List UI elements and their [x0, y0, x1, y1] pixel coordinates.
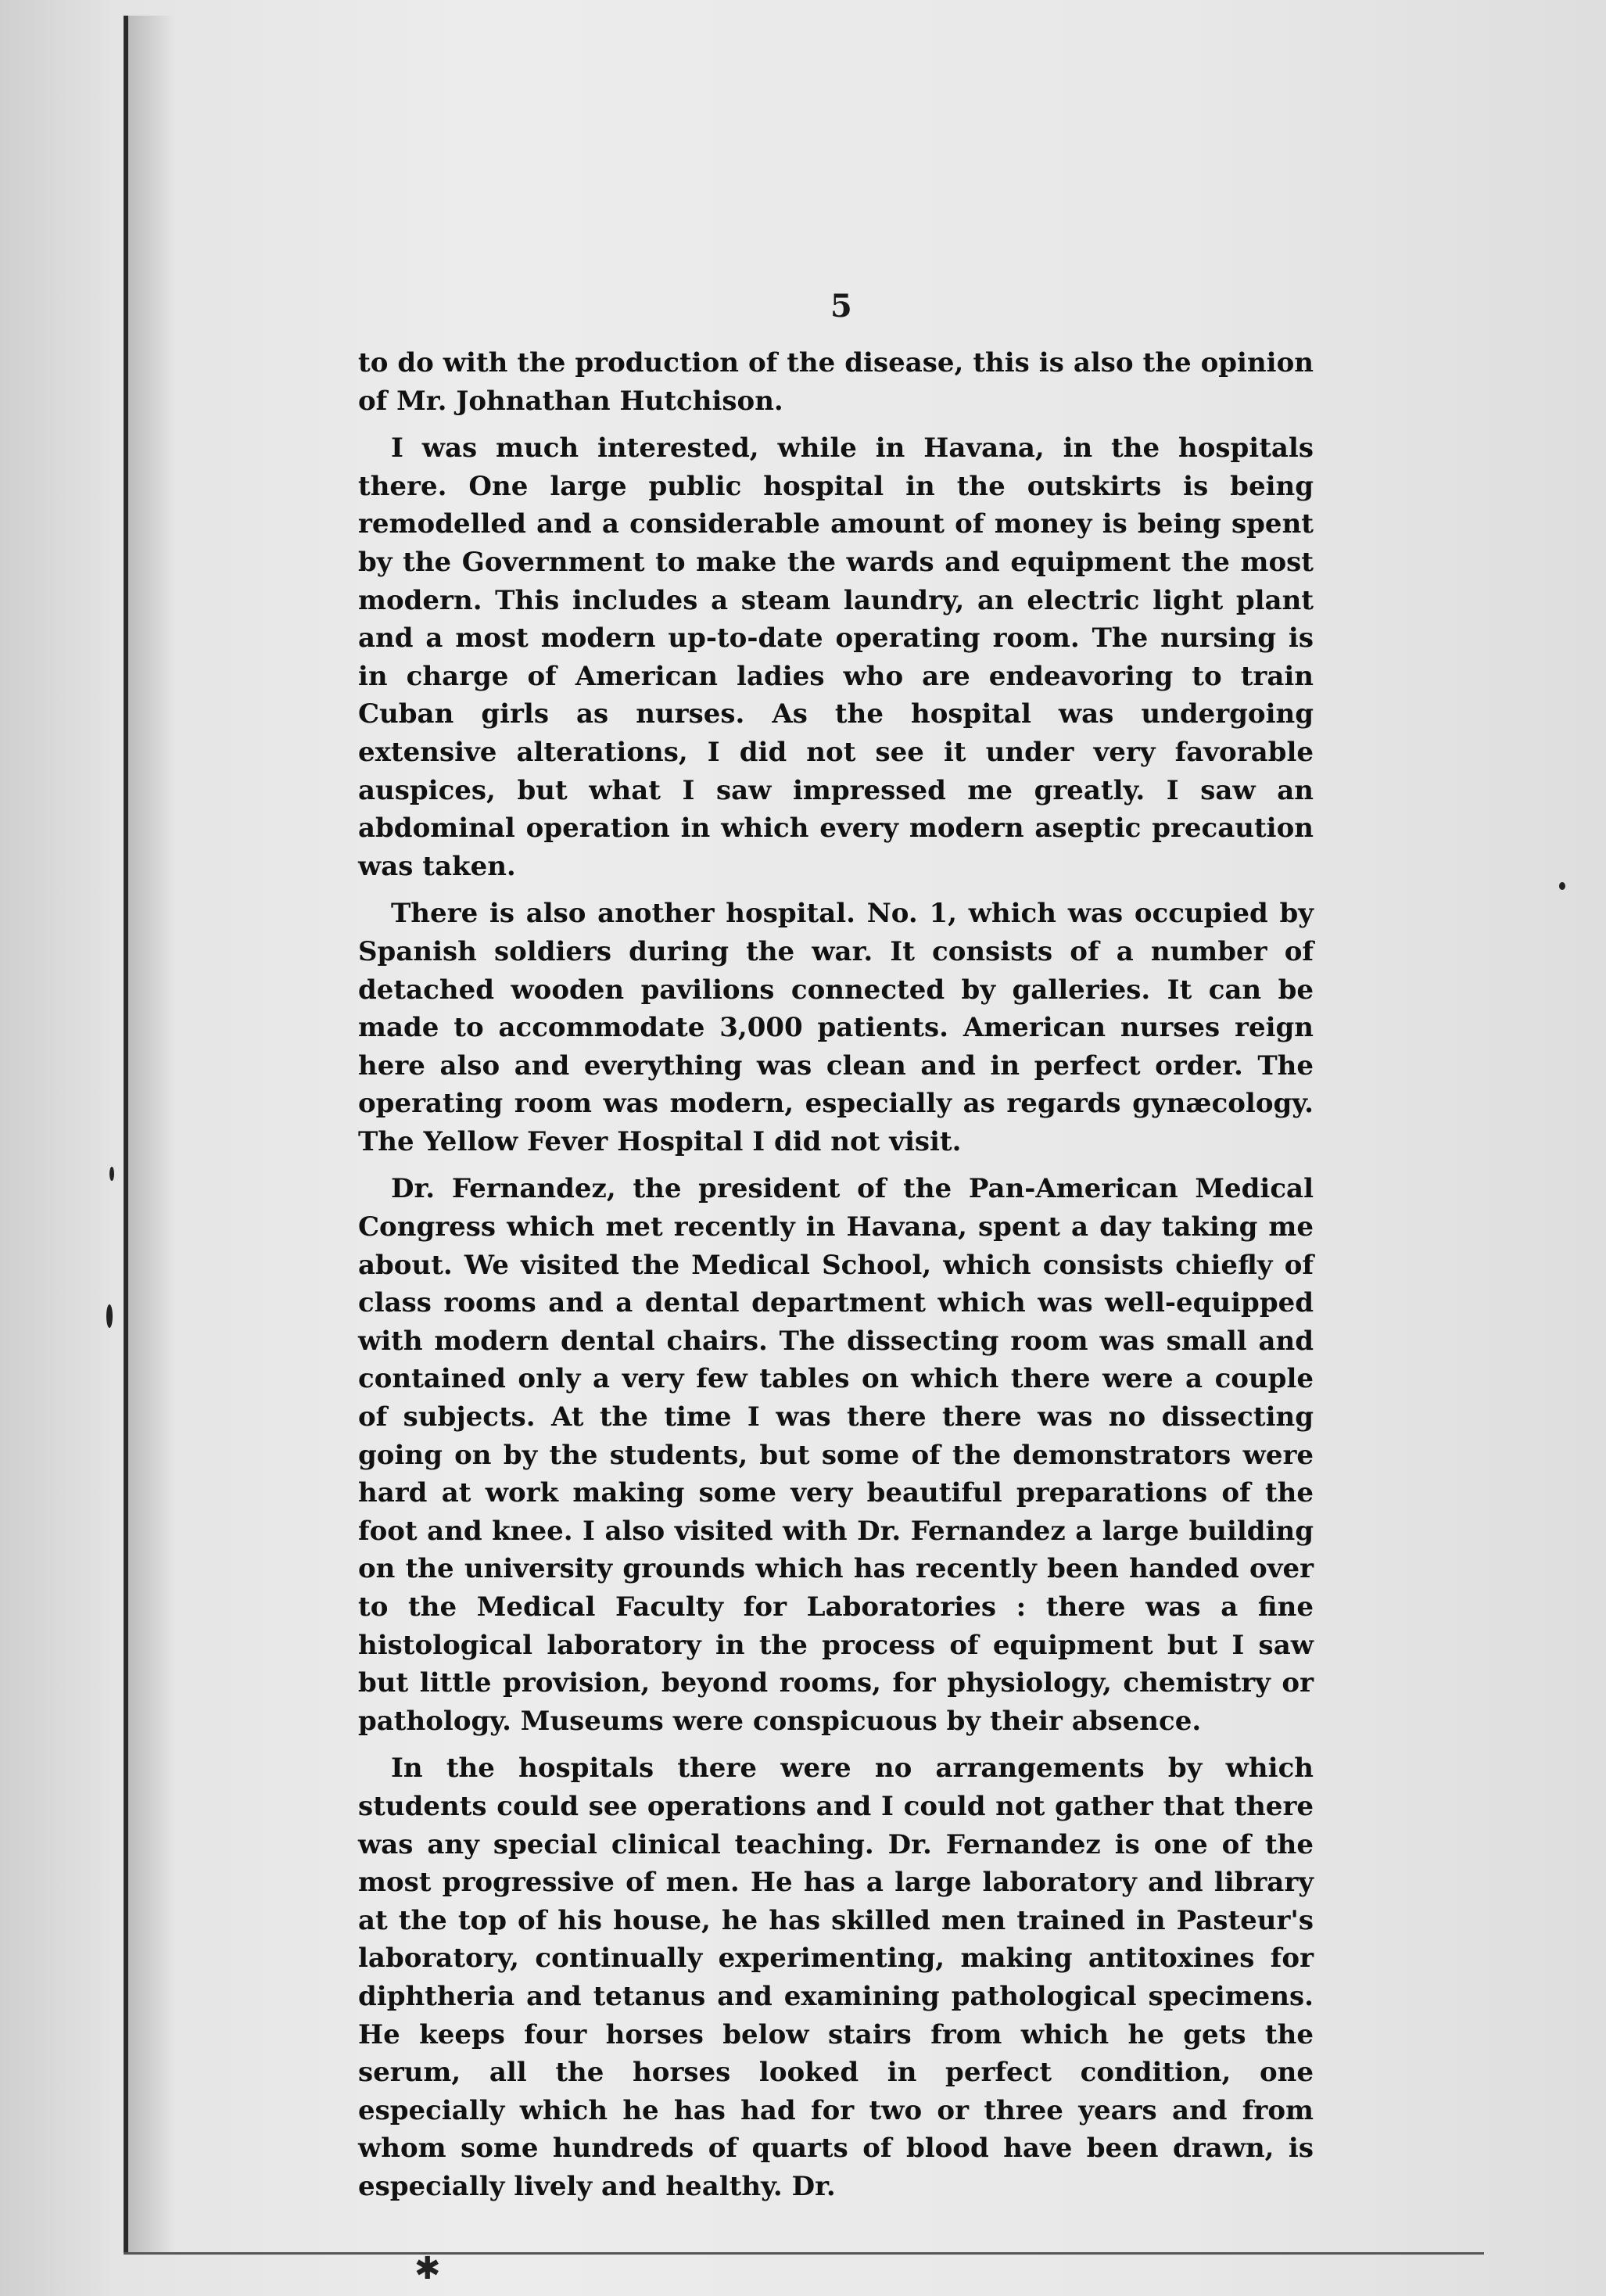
body-text	[358, 344, 1314, 2215]
paragraph-continuation: to do with the production of the disease, this is also the opinion of Mr. Johnathan Hutchison.	[358, 347, 1314, 417]
page-bottom-edge	[124, 2252, 1484, 2255]
paragraph-dr-fernandez: Dr. Fernandez, the president of the Pan-American Medical Congress which met recently in Havana, spent a day taking me about. We visited the Medical School, which consists chiefly of class rooms and a dental department which was well-equipped with modern dental chairs. The dissecting room was small and contained only a very few tables on which there were a couple of subjects. At the time I was there there was no dissecting going on by the students, but some of the demonstrators were hard at work making some very beautiful preparations of the foot and knee. I also visited with Dr. Fernandez a large building on the university grounds which has recently been handed over to the Medical Faculty for Laboratories : there was a fine histological laboratory in the process of equipment but I saw but little provision, beyond rooms, for physiology, chemistry or pathology. Museums were conspicuous by their absence.	[358, 1173, 1314, 1737]
paragraph-clinical-teaching: In the hospitals there were no arrangements by which students could see operations and I could not gather that there was any special clinical teaching. Dr. Fernandez is one of the most progressive of men. He has a large laboratory and library at the top of his house, he has skilled men trained in Pasteur's laboratory, continually experimenting, making antitoxines for diphtheria and tetanus and examining pathological specimens. He keeps four horses below stairs from which he gets the serum, all the horses looked in perfect condition, one especially which he has had for two or three years and from whom some hundreds of quarts of blood have been drawn, is especially lively and healthy. Dr.	[358, 1752, 1314, 2202]
paragraph-hospital-no-1: There is also another hospital. No. 1, which was occupied by Spanish soldiers during the war. It consists of a number of detached wooden pavilions connected by galleries. It can be made to accommodate 3,000 patients. American nurses reign here also and everything was clean and in perfect order. The operating room was modern, especially as regards gynæcology. The Yellow Fever Hospital I did not visit.	[358, 898, 1314, 1157]
page-number: 5	[830, 288, 852, 325]
scan-speck	[109, 1167, 114, 1181]
scan-mark: ✱	[414, 2251, 441, 2287]
scan-speck	[1559, 882, 1565, 890]
paragraph-havana-hospitals: I was much interested, while in Havana, in the hospitals there. One large public hospital in the outskirts is being remodelled and a considerable amount of money is being spent by the Government to make the wards and equipment the most modern. This includes a steam laundry, an electric light plant and a most modern up-to-date operating room. The nursing is in charge of American ladies who are endeavoring to train Cuban girls as nurses. As the hospital was undergoing extensive alterations, I did not see it under very favorable auspices, but what I saw impressed me greatly. I saw an abdominal operation in which every modern aseptic precaution was taken.	[358, 432, 1314, 882]
scan-speck	[106, 1304, 113, 1328]
binding-edge	[124, 16, 128, 2252]
binding-shadow	[128, 16, 175, 2252]
